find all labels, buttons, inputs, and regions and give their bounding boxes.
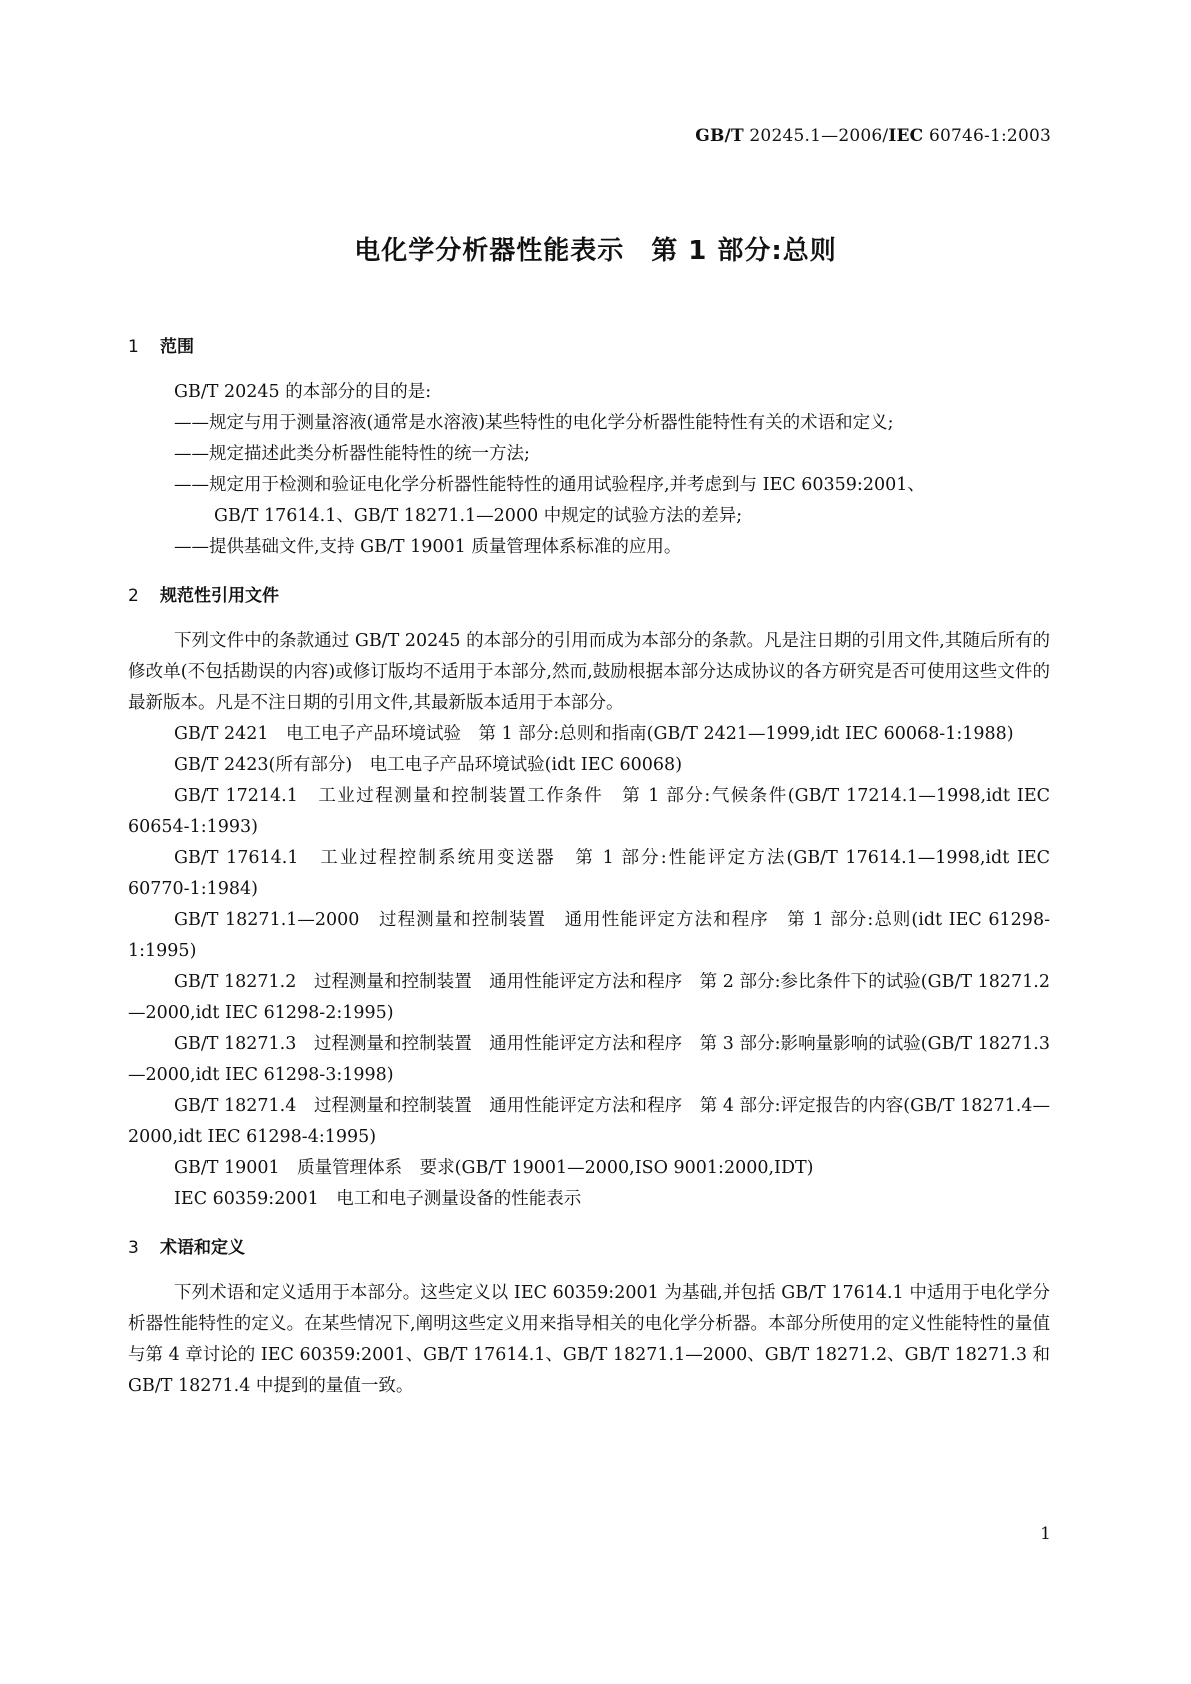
reference-item: GB/T 18271.3 过程测量和控制装置 通用性能评定方法和程序 第 3 部分:影响量影响的试验(GB/T 18271.3—2000,idt IEC 61298-3:1998): [128, 1034, 1050, 1085]
standard-id-bold: GB/T: [695, 126, 744, 146]
section-1-heading: 1 范围: [128, 337, 194, 357]
section-3-intro: 下列术语和定义适用于本部分。这些定义以 IEC 60359:2001 为基础,并包括 GB/T 17614.1 中适用于电化学分析器性能特性的定义。在某些情况下,阐明这些定义用来指导相关的电化学分析器。本部分所使用的定义性能特性的量值与第 4 章讨论的 IEC 60359:2001、GB/T 17614.1、GB/T 18271.1—2000、GB/T 18271.2、GB/T 18271.3 和 GB/T 18271.4 中提到的量值一致。: [128, 1283, 1051, 1396]
iec-bold: IEC: [888, 126, 924, 146]
reference-item: IEC 60359:2001 电工和电子测量设备的性能表示: [174, 1189, 582, 1209]
reference-item: GB/T 18271.4 过程测量和控制装置 通用性能评定方法和程序 第 4 部分:评定报告的内容(GB/T 18271.4—2000,idt IEC 61298-4:1995): [128, 1096, 1050, 1147]
reference-item: GB/T 18271.1—2000 过程测量和控制装置 通用性能评定方法和程序 第 1 部分:总则(idt IEC 61298-1:1995): [128, 910, 1050, 961]
scope-item: ——规定与用于测量溶液(通常是水溶液)某些特性的电化学分析器性能特性有关的术语和定义;: [174, 413, 894, 433]
section-2-heading: 2 规范性引用文件: [128, 586, 279, 606]
section-2-intro: 下列文件中的条款通过 GB/T 20245 的本部分的引用而成为本部分的条款。凡是注日期的引用文件,其随后所有的修改单(不包括勘误的内容)或修订版均不适用于本部分,然而,鼓励根据本部分达成协议的各方研究是否可使用这些文件的最新版本。凡是不注日期的引用文件,其最新版本适用于本部分。: [128, 631, 1050, 713]
document-body: [128, 332, 1050, 1402]
page-number: 1: [1040, 1524, 1051, 1544]
scope-item: ——提供基础文件,支持 GB/T 19001 质量管理体系标准的应用。: [174, 537, 682, 557]
reference-item: GB/T 2421 电工电子产品环境试验 第 1 部分:总则和指南(GB/T 2421—1999,idt IEC 60068-1:1988): [174, 724, 1014, 744]
standard-id-rest: 20245.1—2006/: [743, 126, 889, 146]
reference-item: GB/T 19001 质量管理体系 要求(GB/T 19001—2000,ISO 9001:2000,IDT): [174, 1158, 814, 1178]
reference-item: GB/T 2423(所有部分) 电工电子产品环境试验(idt IEC 60068): [174, 755, 683, 775]
standard-header: [695, 126, 1051, 146]
scope-item: ——规定描述此类分析器性能特性的统一方法;: [174, 444, 530, 464]
scope-item: ——规定用于检测和验证电化学分析器性能特性的通用试验程序,并考虑到与 IEC 60359:2001、 GB/T 17614.1、GB/T 18271.1—2000 中规定的试验方法的差异;: [174, 475, 925, 526]
iec-rest: 60746-1:2003: [923, 126, 1051, 146]
reference-item: GB/T 18271.2 过程测量和控制装置 通用性能评定方法和程序 第 2 部分:参比条件下的试验(GB/T 18271.2—2000,idt IEC 61298-2:1995): [128, 972, 1050, 1023]
reference-item: GB/T 17214.1 工业过程测量和控制装置工作条件 第 1 部分:气候条件(GB/T 17214.1—1998,idt IEC 60654-1:1993): [128, 786, 1050, 837]
reference-item: GB/T 17614.1 工业过程控制系统用变送器 第 1 部分:性能评定方法(GB/T 17614.1—1998,idt IEC 60770-1:1984): [128, 848, 1050, 899]
section-1-intro: GB/T 20245 的本部分的目的是:: [174, 382, 432, 402]
document-title: 电化学分析器性能表示 第 1 部分:总则: [354, 236, 837, 266]
section-3-heading: 3 术语和定义: [128, 1238, 245, 1258]
